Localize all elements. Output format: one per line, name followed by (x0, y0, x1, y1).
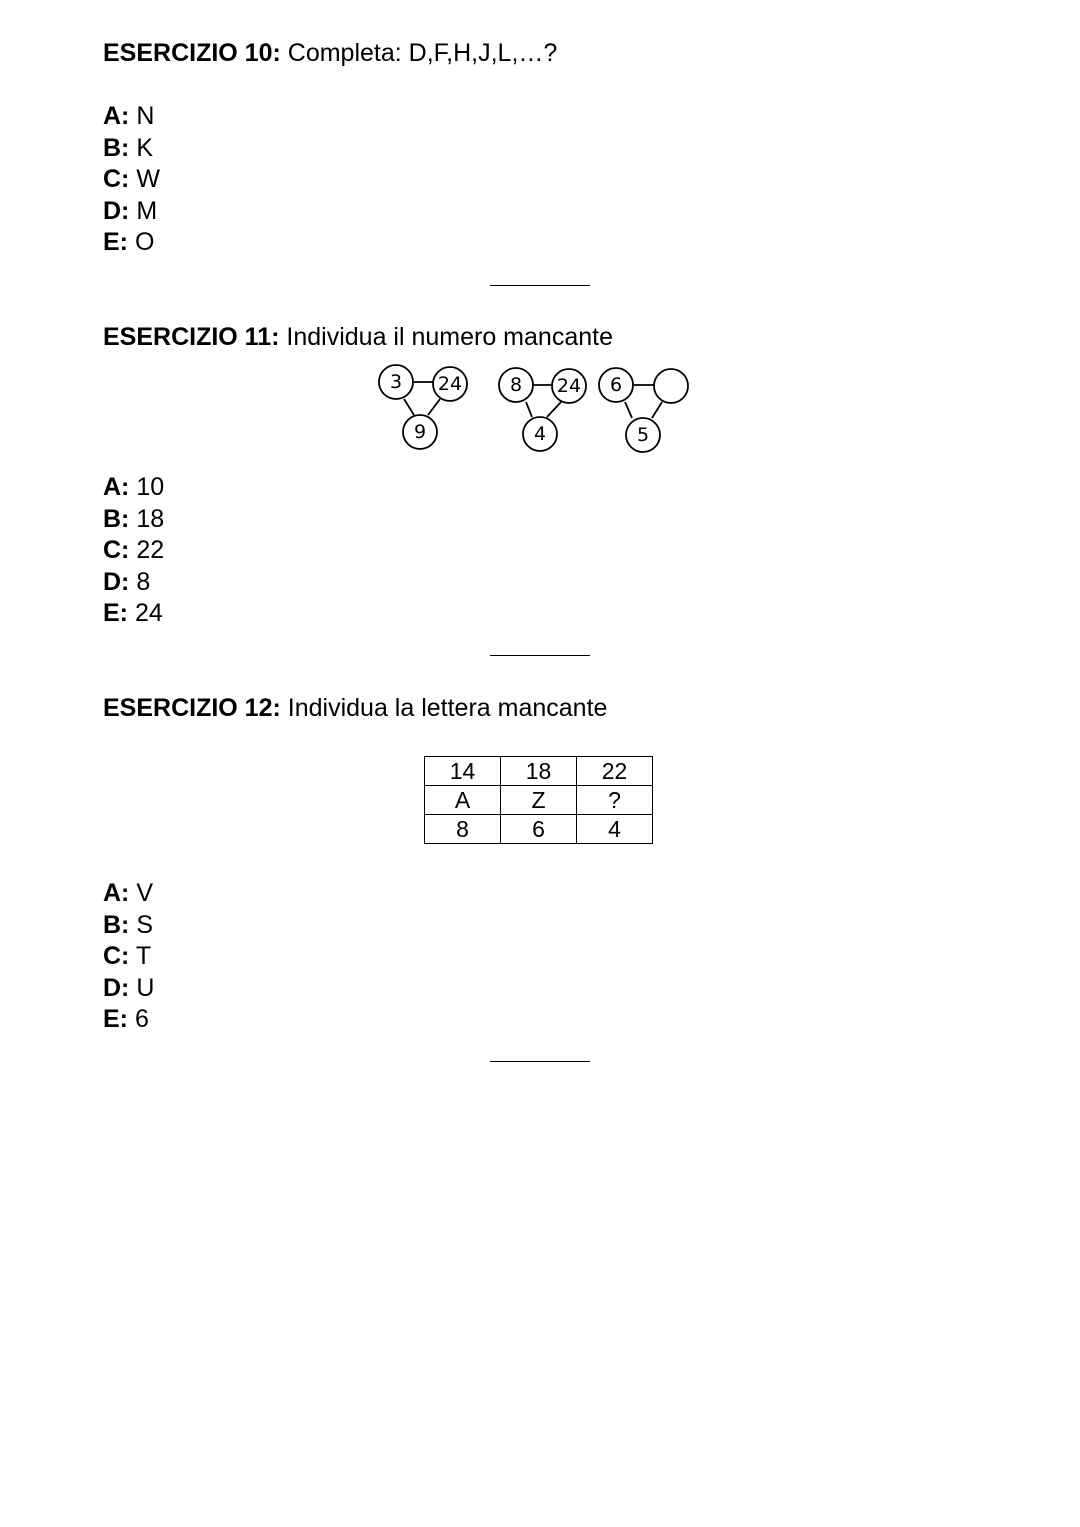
section-divider (490, 1061, 590, 1062)
figure-2-top-right-value: 24 (556, 375, 582, 397)
table-row (425, 815, 653, 844)
exercise-11-option-d: D: 8 (103, 567, 151, 596)
exercise-12-label: ESERCIZIO 12: (103, 694, 281, 722)
exercise-10-option-e: E: O (103, 228, 155, 256)
exercise-10-option-c: C: W (103, 165, 160, 193)
exercise-10-option-a: A: N (103, 102, 155, 130)
exercise-12-options (103, 878, 154, 1036)
exercise-10-options (103, 101, 160, 259)
exercise-11 (103, 322, 1003, 352)
exercise-12-option-d: D: U (103, 973, 155, 1002)
exercise-12-option-e: E: 6 (103, 1005, 149, 1033)
table-row (425, 786, 653, 815)
figure-2-top-left-value: 8 (509, 374, 523, 396)
table-cell: 8 (425, 815, 501, 844)
exercise-10 (103, 38, 1003, 68)
exercise-10-title (103, 38, 1003, 68)
exercise-10-label: ESERCIZIO 10: (103, 39, 281, 67)
exercise-12 (103, 693, 1003, 723)
figure-1-top-right-value: 24 (437, 373, 463, 395)
table-cell: 22 (577, 757, 653, 786)
exercise-12-title (103, 693, 1003, 723)
figure-3-top-left-value: 6 (609, 374, 623, 396)
exercise-11-title (103, 322, 1003, 352)
exercise-10-question: Completa: D,F,H,J,L,…? (280, 39, 558, 67)
table-row (425, 757, 653, 786)
exercise-11-options (103, 472, 164, 630)
exercise-11-option-c: C: 22 (103, 536, 165, 564)
table-cell: Z (501, 786, 577, 815)
exercise-12-option-c: C: T (103, 942, 152, 970)
exercise-11-option-e: E: 24 (103, 599, 163, 627)
exercise-11-question: Individua il numero mancante (279, 323, 613, 351)
table-cell: 4 (577, 815, 653, 844)
table-cell: A (425, 786, 501, 815)
exercise-12-question: Individua la lettera mancante (280, 694, 608, 722)
table-cell: ? (577, 786, 653, 815)
table-cell: 18 (501, 757, 577, 786)
letter-number-table (424, 756, 653, 844)
section-divider (490, 655, 590, 656)
figure-1-bottom-value: 9 (413, 421, 427, 443)
figure-3-top-right-circle (654, 369, 688, 403)
table-cell: 6 (501, 815, 577, 844)
table-cell: 14 (425, 757, 501, 786)
exercise-10-option-b: B: K (103, 133, 154, 162)
exercise-11-label: ESERCIZIO 11: (103, 323, 280, 351)
number-triangle-diagram (370, 362, 700, 457)
exercise-12-option-b: B: S (103, 910, 154, 939)
figure-3-bottom-value: 5 (636, 424, 650, 446)
section-divider (490, 285, 590, 286)
figure-2-bottom-value: 4 (533, 423, 547, 445)
exercise-12-option-a: A: V (103, 879, 154, 907)
exercise-11-option-b: B: 18 (103, 504, 165, 533)
figure-1-top-left-value: 3 (389, 371, 403, 393)
exercise-11-option-a: A: 10 (103, 473, 165, 501)
exercise-10-option-d: D: M (103, 196, 158, 225)
